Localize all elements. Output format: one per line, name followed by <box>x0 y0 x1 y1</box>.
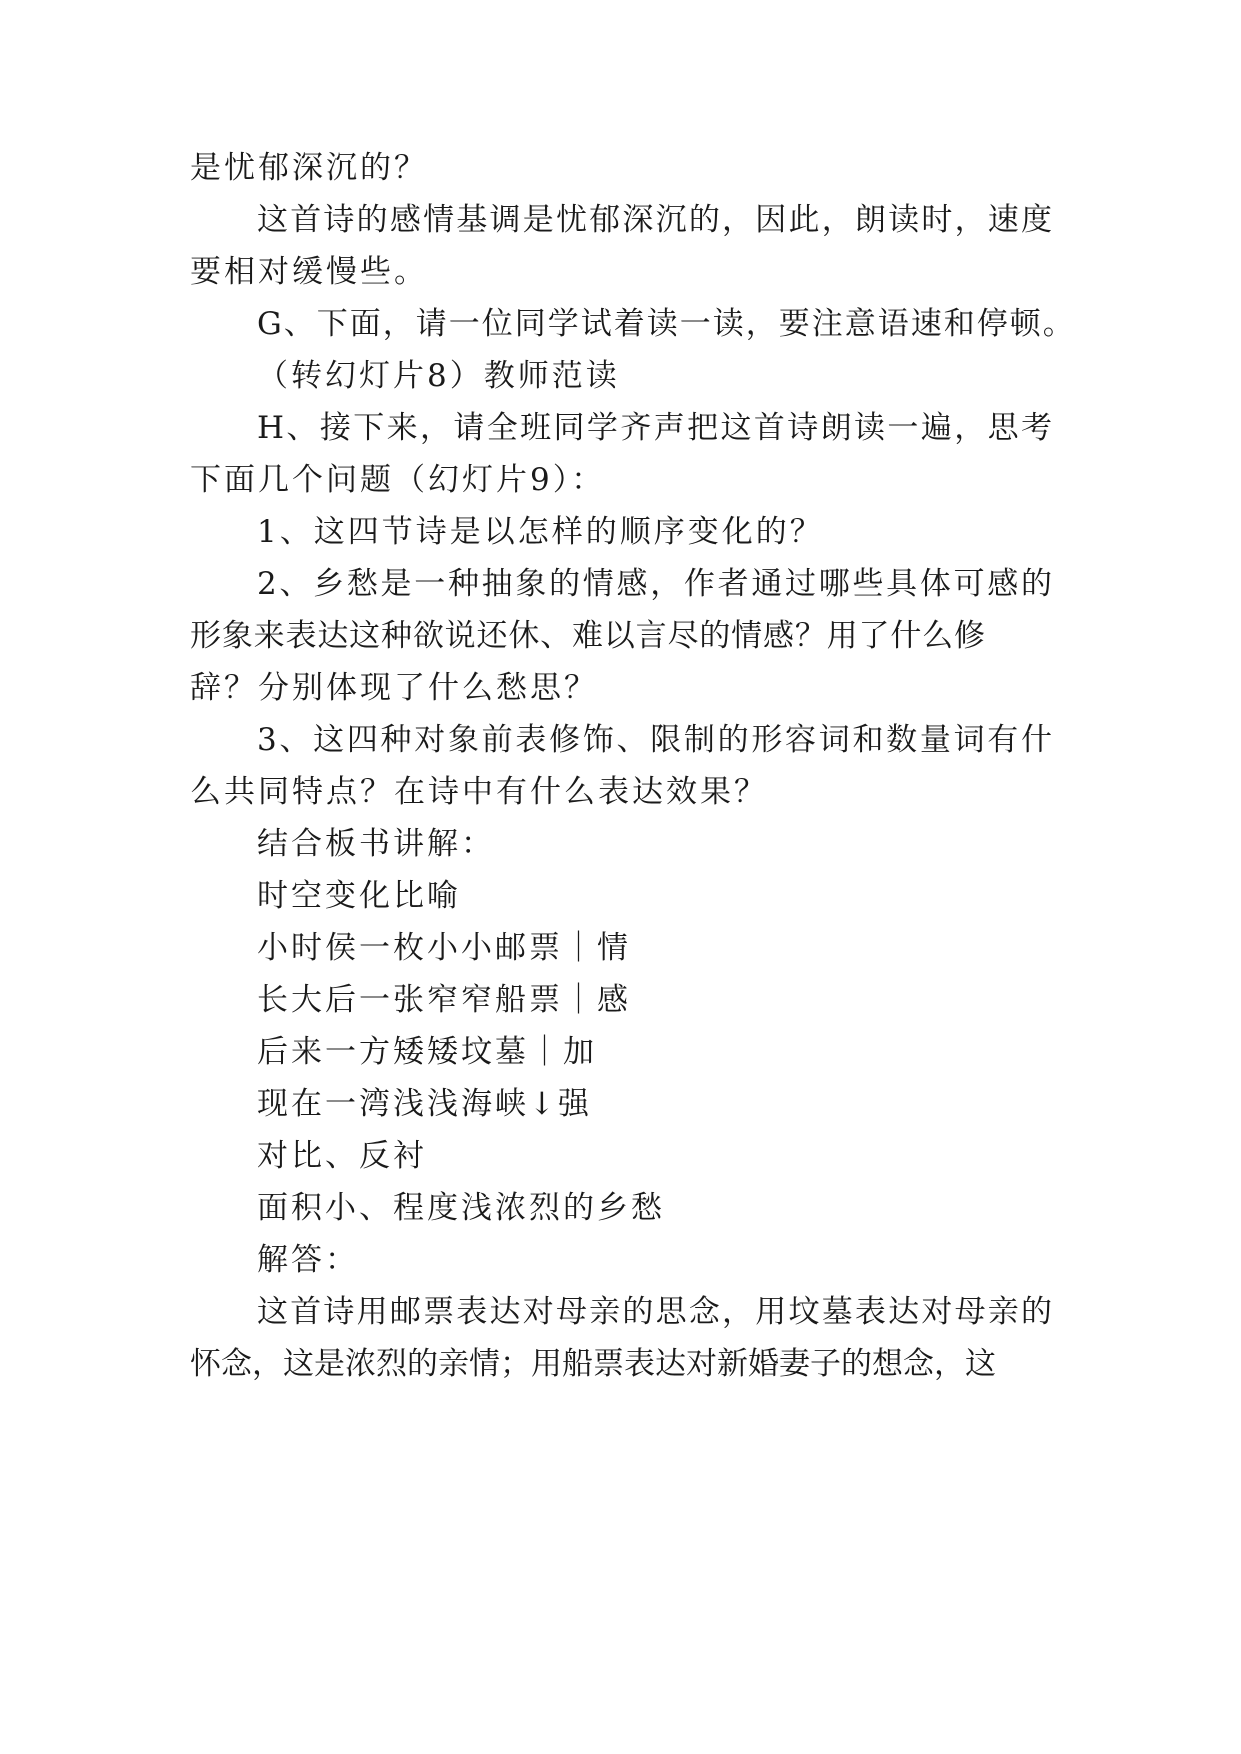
text-line: 形象来表达这种欲说还休、难以言尽的情感？用了什么修 <box>190 618 985 654</box>
text-line: 小时侯一枚小小邮票｜情 <box>257 930 631 966</box>
text-line: 这首诗的感情基调是忧郁深沉的，因此，朗读时，速度 <box>257 202 1052 238</box>
text-line: H、接下来，请全班同学齐声把这首诗朗读一遍，思考 <box>257 410 1052 446</box>
text-line: （转幻灯片8）教师范读 <box>257 358 620 394</box>
text-line: 辞？分别体现了什么愁思？ <box>190 670 598 706</box>
text-line: 现在一湾浅浅海峡↓强 <box>257 1086 592 1122</box>
text-line: 后来一方矮矮坟墓｜加 <box>257 1034 597 1070</box>
text-line: 结合板书讲解： <box>257 826 495 862</box>
text-line: 面积小、程度浅浓烈的乡愁 <box>257 1190 665 1226</box>
text-line: 解答： <box>257 1242 359 1278</box>
text-line: 下面几个问题（幻灯片9）： <box>190 462 606 498</box>
text-line: 么共同特点？在诗中有什么表达效果？ <box>190 774 768 810</box>
text-line: 2、乡愁是一种抽象的情感，作者通过哪些具体可感的 <box>257 566 1052 602</box>
text-line: 时空变化比喻 <box>257 878 461 914</box>
text-line: 1、这四节诗是以怎样的顺序变化的？ <box>257 514 824 550</box>
text-line: 3、这四种对象前表修饰、限制的形容词和数量词有什 <box>257 722 1052 758</box>
text-line: 是忧郁深沉的？ <box>190 150 428 186</box>
text-line: G、下面，请一位同学试着读一读，要注意语速和停顿。 <box>257 306 1076 342</box>
text-line: 这首诗用邮票表达对母亲的思念，用坟墓表达对母亲的 <box>257 1294 1052 1330</box>
text-line: 长大后一张窄窄船票｜感 <box>257 982 631 1018</box>
text-line: 对比、反衬 <box>257 1138 427 1174</box>
text-line: 要相对缓慢些。 <box>190 254 428 290</box>
text-line: 怀念，这是浓烈的亲情；用船票表达对新婚妻子的想念，这 <box>190 1346 996 1382</box>
